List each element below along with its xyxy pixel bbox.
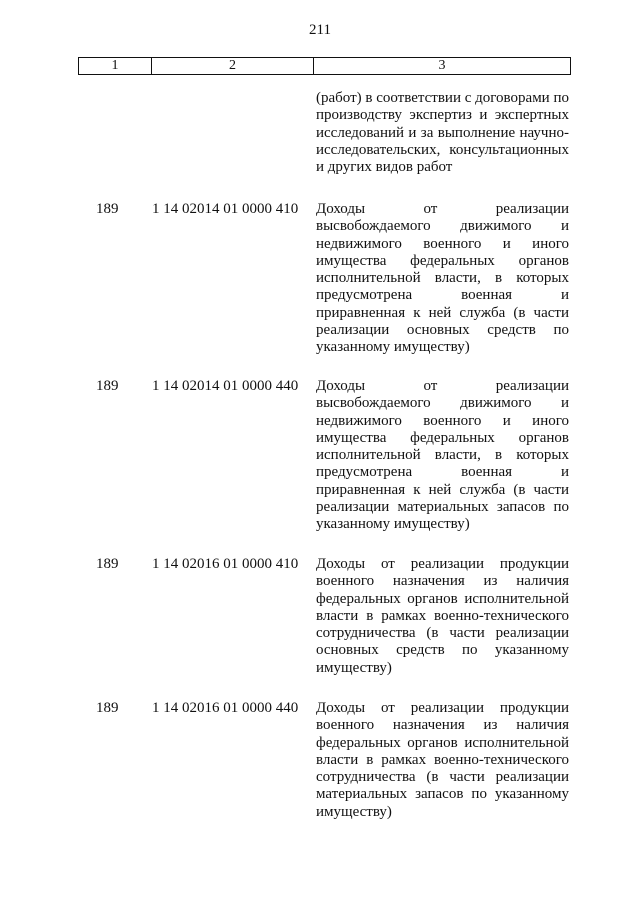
entry-description: Доходы от реализации продукции военного назначения из наличия федеральных органов исполнительной власти в рамках военно-технического сотрудничества (в части реализации основных средств по указанному имуществу) (316, 556, 569, 676)
entry-description: Доходы от реализации продукции военного назначения из наличия федеральных органов исполнительной власти в рамках военно-технического сотрудничества (в части реализации материальных запасов по указанному имуществу) (316, 700, 569, 820)
budget-code: 1 14 02014 01 0000 410 (152, 201, 299, 217)
header-col-1: 1 (79, 58, 152, 74)
page-number: 211 (309, 22, 331, 38)
header-col-2: 2 (152, 58, 314, 74)
budget-code: 1 14 02016 01 0000 440 (152, 700, 299, 716)
admin-code: 189 (96, 700, 119, 716)
budget-code: 1 14 02016 01 0000 410 (152, 556, 299, 572)
budget-code: 1 14 02014 01 0000 440 (152, 378, 299, 394)
entry-description: (работ) в соответствии с договорами по производству экспертиз и экспертных исследований и за выполнение научно-исследовательских, консультационных и других видов работ (316, 90, 569, 176)
table-header-row (78, 57, 571, 75)
admin-code: 189 (96, 378, 119, 394)
admin-code: 189 (96, 556, 119, 572)
header-col-3: 3 (438, 58, 446, 73)
admin-code: 189 (96, 201, 119, 217)
entry-description: Доходы от реализации высвобождаемого движимого и недвижимого военного и иного имущества федеральных органов исполнительной власти, в которых предусмотрена военная и приравненная к ней служба (в части реализации материальных запасов по указанному имуществу) (316, 378, 569, 533)
entry-description: Доходы от реализации высвобождаемого движимого и недвижимого военного и иного имущества федеральных органов исполнительной власти, в которых предусмотрена военная и приравненная к ней служба (в части реализации основных средств по указанному имуществу) (316, 201, 569, 356)
